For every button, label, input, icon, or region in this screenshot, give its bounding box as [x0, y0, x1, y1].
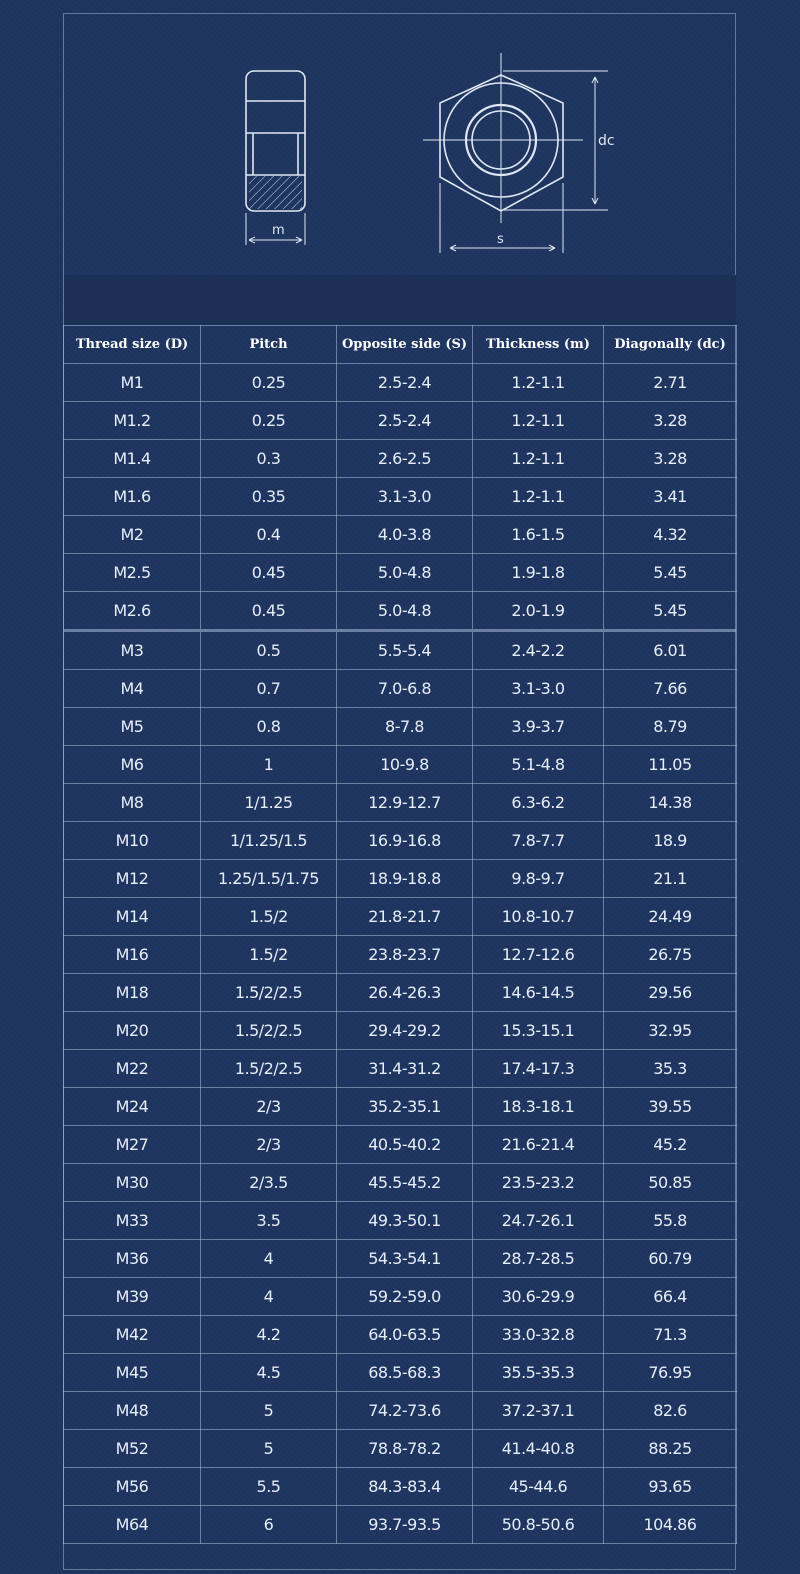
table-cell: 50.85 — [604, 1164, 737, 1202]
table-cell: 0.25 — [201, 364, 337, 402]
table-cell: 3.28 — [604, 440, 737, 478]
table-cell: M1 — [64, 364, 201, 402]
table-cell: 88.25 — [604, 1430, 737, 1468]
table-cell: 0.25 — [201, 402, 337, 440]
table-cell: 35.5-35.3 — [473, 1354, 604, 1392]
table-cell: 28.7-28.5 — [473, 1240, 604, 1278]
table-cell: M8 — [64, 784, 201, 822]
table-cell: 10-9.8 — [337, 746, 473, 784]
table-row — [64, 516, 737, 554]
table-cell: 4.32 — [604, 516, 737, 554]
table-cell: 1.2-1.1 — [473, 478, 604, 516]
table-cell: M45 — [64, 1354, 201, 1392]
table-cell: 37.2-37.1 — [473, 1392, 604, 1430]
table-cell: 5 — [201, 1392, 337, 1430]
table-cell: 1.9-1.8 — [473, 554, 604, 592]
header-diagonally: Diagonally (dc) — [604, 326, 737, 364]
table-cell: 5.45 — [604, 554, 737, 592]
table-row — [64, 1012, 737, 1050]
table-cell: 0.5 — [201, 631, 337, 670]
table-cell: 54.3-54.1 — [337, 1240, 473, 1278]
table-row — [64, 592, 737, 631]
table-cell: 24.7-26.1 — [473, 1202, 604, 1240]
table-cell: M39 — [64, 1278, 201, 1316]
table-cell: 31.4-31.2 — [337, 1050, 473, 1088]
table-cell: 1.5/2/2.5 — [201, 1012, 337, 1050]
table-row — [64, 1088, 737, 1126]
table-cell: 6.01 — [604, 631, 737, 670]
table-cell: 93.65 — [604, 1468, 737, 1506]
hex-nut-svg — [63, 13, 736, 288]
table-cell: 23.8-23.7 — [337, 936, 473, 974]
table-cell: M27 — [64, 1126, 201, 1164]
table-cell: M6 — [64, 746, 201, 784]
label-s: s — [497, 232, 504, 247]
table-cell: M2.6 — [64, 592, 201, 631]
table-cell: 5.5-5.4 — [337, 631, 473, 670]
table-cell: 1.5/2/2.5 — [201, 1050, 337, 1088]
table-cell: 3.1-3.0 — [337, 478, 473, 516]
table-cell: M36 — [64, 1240, 201, 1278]
table-cell: 35.2-35.1 — [337, 1088, 473, 1126]
table-cell: M48 — [64, 1392, 201, 1430]
label-dc: dc — [598, 133, 615, 149]
table-cell: 40.5-40.2 — [337, 1126, 473, 1164]
table-cell: 2.6-2.5 — [337, 440, 473, 478]
table-cell: 16.9-16.8 — [337, 822, 473, 860]
table-cell: 59.2-59.0 — [337, 1278, 473, 1316]
table-row — [64, 822, 737, 860]
table-cell: 66.4 — [604, 1278, 737, 1316]
table-cell: M3 — [64, 631, 201, 670]
table-cell: 35.3 — [604, 1050, 737, 1088]
table-cell: 1/1.25/1.5 — [201, 822, 337, 860]
table-cell: 5.0-4.8 — [337, 592, 473, 631]
table-row — [64, 1430, 737, 1468]
table-cell: 1 — [201, 746, 337, 784]
table-cell: 26.4-26.3 — [337, 974, 473, 1012]
table-cell: M1.2 — [64, 402, 201, 440]
table-cell: 82.6 — [604, 1392, 737, 1430]
table-row — [64, 746, 737, 784]
table-cell: 12.7-12.6 — [473, 936, 604, 974]
table-cell: 2.0-1.9 — [473, 592, 604, 631]
table-cell: 4 — [201, 1278, 337, 1316]
table-cell: 6.3-6.2 — [473, 784, 604, 822]
table-cell: 5.1-4.8 — [473, 746, 604, 784]
table-cell: 29.56 — [604, 974, 737, 1012]
table-cell: 1.2-1.1 — [473, 364, 604, 402]
table-cell: M52 — [64, 1430, 201, 1468]
table-cell: 21.8-21.7 — [337, 898, 473, 936]
table-cell: 14.6-14.5 — [473, 974, 604, 1012]
table-row — [64, 402, 737, 440]
table-cell: 10.8-10.7 — [473, 898, 604, 936]
table-cell: 2.5-2.4 — [337, 364, 473, 402]
table-cell: 6 — [201, 1506, 337, 1544]
table-cell: 18.3-18.1 — [473, 1088, 604, 1126]
header-thread-size: Thread size (D) — [64, 326, 201, 364]
nut-dimensions-table — [63, 325, 737, 1544]
table-row — [64, 1240, 737, 1278]
table-row — [64, 784, 737, 822]
table-cell: 39.55 — [604, 1088, 737, 1126]
table-row — [64, 670, 737, 708]
table-cell: 93.7-93.5 — [337, 1506, 473, 1544]
table-cell: 1.5/2/2.5 — [201, 974, 337, 1012]
table-cell: 5.0-4.8 — [337, 554, 473, 592]
table-cell: M12 — [64, 860, 201, 898]
table-cell: 5.45 — [604, 592, 737, 631]
table-cell: M10 — [64, 822, 201, 860]
table-cell: 55.8 — [604, 1202, 737, 1240]
table-row — [64, 440, 737, 478]
table-cell: 3.5 — [201, 1202, 337, 1240]
table-cell: M56 — [64, 1468, 201, 1506]
table-cell: 15.3-15.1 — [473, 1012, 604, 1050]
table-cell: 68.5-68.3 — [337, 1354, 473, 1392]
table-row — [64, 898, 737, 936]
table-cell: 21.1 — [604, 860, 737, 898]
table-cell: 64.0-63.5 — [337, 1316, 473, 1354]
table-row — [64, 1316, 737, 1354]
table-cell: 1/1.25 — [201, 784, 337, 822]
table-cell: 0.3 — [201, 440, 337, 478]
table-cell: 23.5-23.2 — [473, 1164, 604, 1202]
table-cell: M14 — [64, 898, 201, 936]
table-cell: 3.1-3.0 — [473, 670, 604, 708]
table-cell: M33 — [64, 1202, 201, 1240]
label-m: m — [272, 223, 285, 238]
table-cell: 4.5 — [201, 1354, 337, 1392]
table-cell: 45-44.6 — [473, 1468, 604, 1506]
table-row — [64, 708, 737, 746]
table-cell: 74.2-73.6 — [337, 1392, 473, 1430]
table-cell: 18.9-18.8 — [337, 860, 473, 898]
table-cell: 9.8-9.7 — [473, 860, 604, 898]
table-row — [64, 936, 737, 974]
top-view-icon — [423, 53, 608, 253]
table-cell: 0.7 — [201, 670, 337, 708]
table-cell: 5.5 — [201, 1468, 337, 1506]
table-cell: 49.3-50.1 — [337, 1202, 473, 1240]
table-cell: 3.9-3.7 — [473, 708, 604, 746]
table-cell: 2.4-2.2 — [473, 631, 604, 670]
table-cell: 21.6-21.4 — [473, 1126, 604, 1164]
table-cell: 104.86 — [604, 1506, 737, 1544]
table-row — [64, 631, 737, 670]
table-cell: M1.6 — [64, 478, 201, 516]
table-row — [64, 1506, 737, 1544]
table-row — [64, 1126, 737, 1164]
table-cell: M16 — [64, 936, 201, 974]
table-row — [64, 1354, 737, 1392]
table-cell: 30.6-29.9 — [473, 1278, 604, 1316]
table-cell: 76.95 — [604, 1354, 737, 1392]
table-row — [64, 1468, 737, 1506]
table-cell: 2/3.5 — [201, 1164, 337, 1202]
table-cell: 11.05 — [604, 746, 737, 784]
table-cell: 4.0-3.8 — [337, 516, 473, 554]
table-cell: 33.0-32.8 — [473, 1316, 604, 1354]
table-row — [64, 860, 737, 898]
table-cell: 14.38 — [604, 784, 737, 822]
table-cell: M2 — [64, 516, 201, 554]
table-cell: 45.2 — [604, 1126, 737, 1164]
table-row — [64, 364, 737, 402]
table-cell: 0.45 — [201, 592, 337, 631]
table-cell: 29.4-29.2 — [337, 1012, 473, 1050]
table-cell: 60.79 — [604, 1240, 737, 1278]
table-cell: 45.5-45.2 — [337, 1164, 473, 1202]
table-cell: M30 — [64, 1164, 201, 1202]
table-row — [64, 1164, 737, 1202]
table-cell: 0.45 — [201, 554, 337, 592]
side-view-icon — [246, 71, 305, 245]
table-row — [64, 974, 737, 1012]
table-cell: M24 — [64, 1088, 201, 1126]
header-thickness: Thickness (m) — [473, 326, 604, 364]
table-cell: 32.95 — [604, 1012, 737, 1050]
header-opposite-side: Opposite side (S) — [337, 326, 473, 364]
header-band — [64, 275, 736, 325]
table-row — [64, 1202, 737, 1240]
table-cell: M42 — [64, 1316, 201, 1354]
table-cell: M22 — [64, 1050, 201, 1088]
table-cell: M18 — [64, 974, 201, 1012]
table-cell: 78.8-78.2 — [337, 1430, 473, 1468]
table-cell: 3.41 — [604, 478, 737, 516]
table-cell: 84.3-83.4 — [337, 1468, 473, 1506]
table-cell: 12.9-12.7 — [337, 784, 473, 822]
table-row — [64, 554, 737, 592]
table-cell: 1.6-1.5 — [473, 516, 604, 554]
table-cell: 7.66 — [604, 670, 737, 708]
table-row — [64, 1392, 737, 1430]
table-cell: 1.5/2 — [201, 898, 337, 936]
table-cell: 7.0-6.8 — [337, 670, 473, 708]
table-cell: 2/3 — [201, 1088, 337, 1126]
table-cell: 50.8-50.6 — [473, 1506, 604, 1544]
table-cell: 8.79 — [604, 708, 737, 746]
table-cell: 2.5-2.4 — [337, 402, 473, 440]
table-body — [64, 364, 737, 1544]
table-row — [64, 478, 737, 516]
table-cell: 2/3 — [201, 1126, 337, 1164]
table-cell: 2.71 — [604, 364, 737, 402]
table-cell: 4 — [201, 1240, 337, 1278]
table-header-row — [64, 326, 737, 364]
table-cell: M1.4 — [64, 440, 201, 478]
table-cell: 1.25/1.5/1.75 — [201, 860, 337, 898]
table-cell: 1.2-1.1 — [473, 440, 604, 478]
table-cell: 7.8-7.7 — [473, 822, 604, 860]
table-cell: 18.9 — [604, 822, 737, 860]
table-cell: 26.75 — [604, 936, 737, 974]
table-cell: 41.4-40.8 — [473, 1430, 604, 1468]
table-cell: 0.4 — [201, 516, 337, 554]
table-cell: M64 — [64, 1506, 201, 1544]
table-cell: M20 — [64, 1012, 201, 1050]
table-cell: 1.5/2 — [201, 936, 337, 974]
table-cell: 24.49 — [604, 898, 737, 936]
table-cell: 5 — [201, 1430, 337, 1468]
table-cell: M4 — [64, 670, 201, 708]
table-cell: M2.5 — [64, 554, 201, 592]
table-cell: 0.8 — [201, 708, 337, 746]
table-row — [64, 1278, 737, 1316]
table-cell: 17.4-17.3 — [473, 1050, 604, 1088]
header-pitch: Pitch — [201, 326, 337, 364]
table-cell: M5 — [64, 708, 201, 746]
table-row — [64, 1050, 737, 1088]
table-cell: 1.2-1.1 — [473, 402, 604, 440]
table-cell: 0.35 — [201, 478, 337, 516]
table-cell: 4.2 — [201, 1316, 337, 1354]
table-cell: 8-7.8 — [337, 708, 473, 746]
table-cell: 71.3 — [604, 1316, 737, 1354]
table-cell: 3.28 — [604, 402, 737, 440]
